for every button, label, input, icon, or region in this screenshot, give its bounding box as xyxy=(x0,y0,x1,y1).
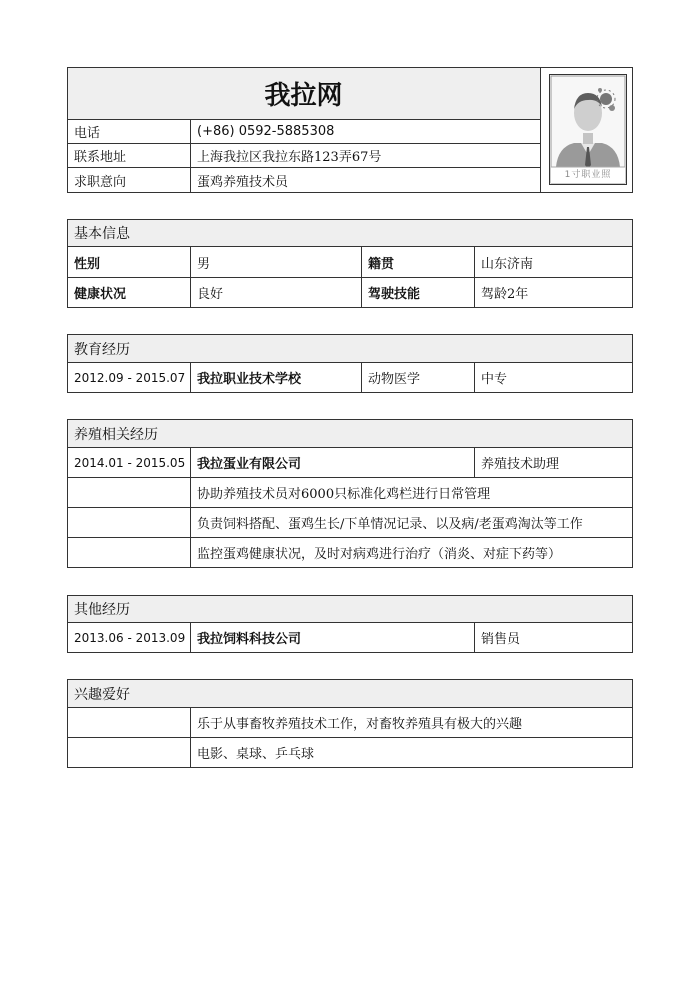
other-period: 2013.06 - 2013.09 xyxy=(74,630,186,645)
phone-label: 电话 xyxy=(74,126,101,141)
breeding-company: 我拉蛋业有限公司 xyxy=(197,457,302,472)
other-heading: 其他经历 xyxy=(74,602,130,618)
education-period: 2012.09 - 2015.07 xyxy=(74,370,186,385)
education-school: 我拉职业技术学校 xyxy=(197,372,302,387)
gender-label: 性别 xyxy=(74,256,101,272)
breeding-duty-2: 负责饲料搭配、蛋鸡生长/下单情况记录、以及病/老蛋鸡淘汰等工作 xyxy=(197,517,583,532)
health-label: 健康状况 xyxy=(74,287,127,302)
health-value: 良好 xyxy=(197,287,224,302)
gender-value: 男 xyxy=(197,256,211,272)
hobby-item-1: 乐于从事畜牧养殖技术工作，对畜牧养殖具有极大的兴趣 xyxy=(197,717,523,732)
breeding-heading: 养殖相关经历 xyxy=(74,426,158,443)
breeding-duty-1: 协助养殖技术员对6000只标准化鸡栏进行日常管理 xyxy=(197,487,491,502)
page-title: 我拉网 xyxy=(264,80,343,111)
address-label: 联系地址 xyxy=(74,150,127,165)
objective-value: 蛋鸡养殖技术员 xyxy=(197,174,289,190)
driving-label: 驾驶技能 xyxy=(368,287,421,302)
breeding-role: 养殖技术助理 xyxy=(481,457,560,472)
other-role: 销售员 xyxy=(481,632,521,647)
photo-frame xyxy=(549,74,627,185)
hometown-label: 籍贯 xyxy=(368,256,395,272)
education-heading: 教育经历 xyxy=(74,341,130,358)
driving-value: 驾龄2年 xyxy=(481,287,529,302)
education-degree: 中专 xyxy=(481,372,508,387)
phone-value: (+86) 0592-5885308 xyxy=(197,124,335,139)
hobby-item-2: 电影、桌球、乒乓球 xyxy=(197,747,315,762)
hometown-value: 山东济南 xyxy=(481,256,534,272)
other-company: 我拉饲料科技公司 xyxy=(197,632,302,647)
education-major: 动物医学 xyxy=(368,372,421,387)
breeding-duty-3: 监控蛋鸡健康状况，及时对病鸡进行治疗（消炎、对症下药等） xyxy=(197,547,562,562)
breeding-period: 2014.01 - 2015.05 xyxy=(74,455,186,470)
basic-info-heading: 基本信息 xyxy=(74,226,130,242)
hobbies-heading: 兴趣爱好 xyxy=(74,686,130,703)
address-value: 上海我拉区我拉东路123弄67号 xyxy=(197,150,382,165)
objective-label: 求职意向 xyxy=(74,174,127,190)
photo-caption: 1寸职业照 xyxy=(564,170,612,180)
